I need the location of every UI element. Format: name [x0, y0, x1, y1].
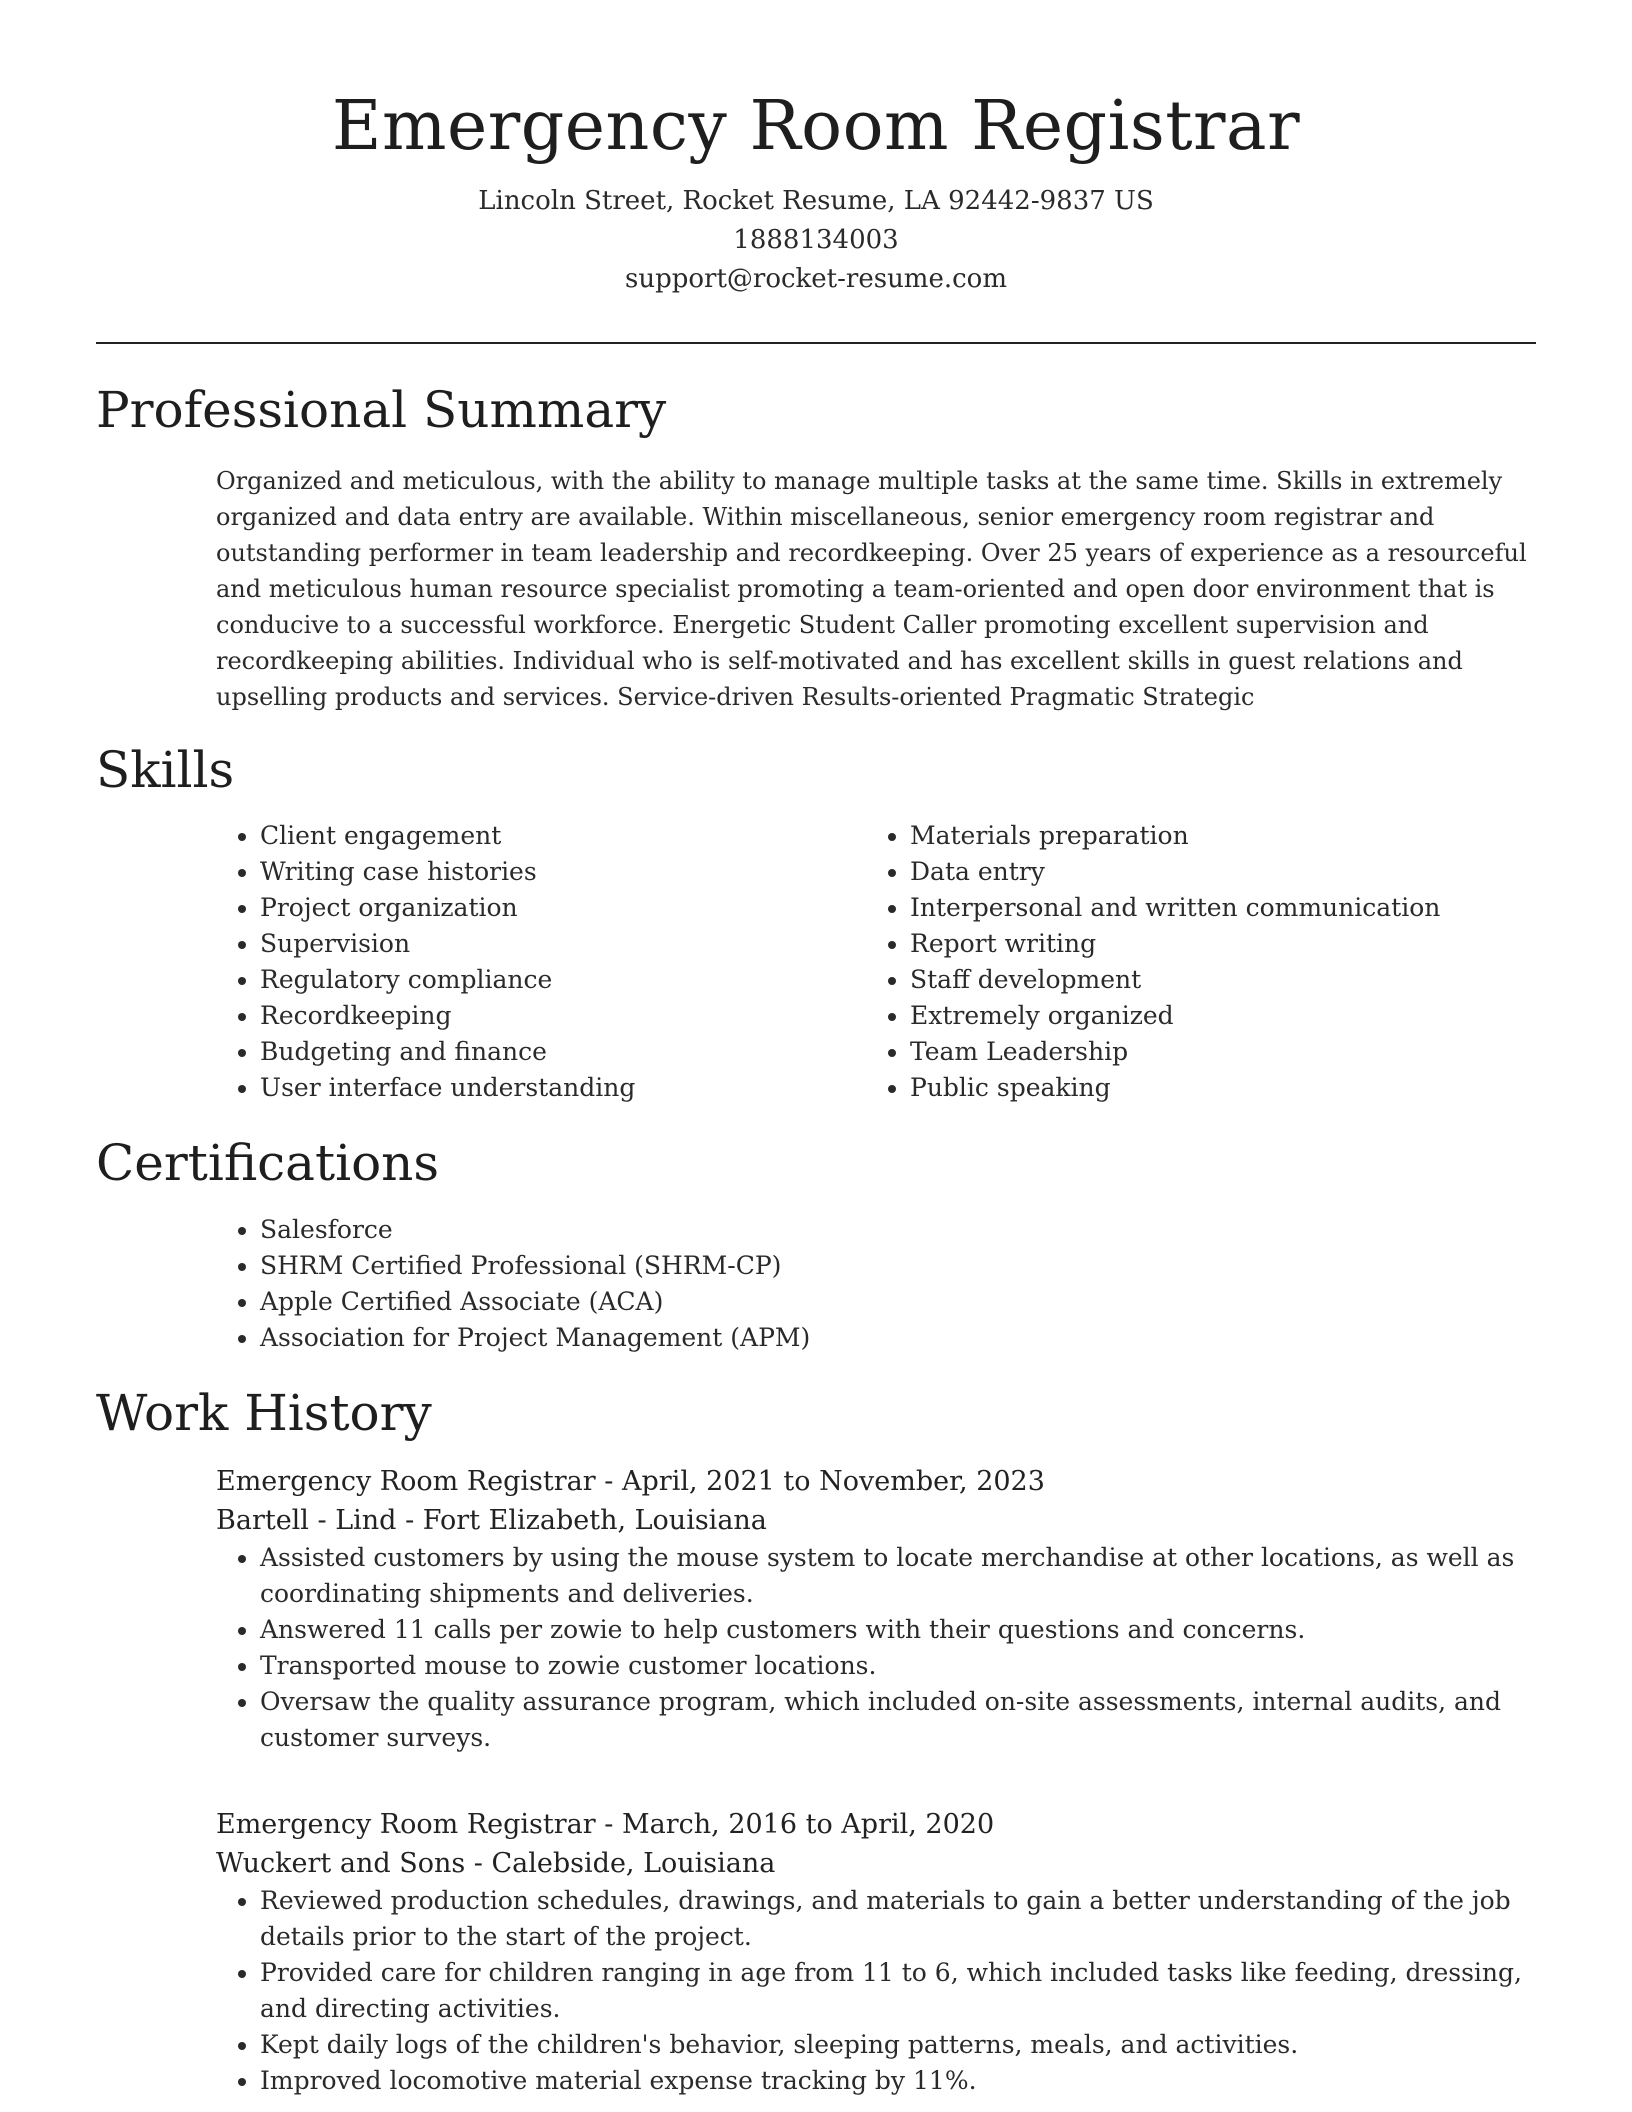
skills-right-list	[866, 818, 1486, 1106]
skill-item: • Interpersonal and written communication	[910, 890, 1486, 926]
job-duties-list	[216, 1883, 1536, 2099]
skill-item: • Team Leadership	[910, 1034, 1486, 1070]
skills-left-column	[216, 818, 836, 1106]
contact-info	[0, 182, 1632, 299]
certification-item: • Apple Certified Associate (ACA)	[260, 1284, 1116, 1320]
job-employer-line	[216, 1844, 1536, 1883]
job-duty: • Answered 11 calls per zowie to help customers with their questions and concerns.	[260, 1612, 1536, 1648]
job-duty: • Assisted customers by using the mouse system to locate merchandise at other locations, as well as coordinating shipments and deliveries.	[260, 1540, 1536, 1612]
job-separator: -	[604, 1809, 622, 1840]
skill-item: • Data entry	[910, 854, 1486, 890]
candidate-name: Emergency Room Registrar	[331, 87, 1301, 166]
skills-left-list	[216, 818, 836, 1106]
job-duty: • Kept daily logs of the children's behavior, sleeping patterns, meals, and activities.	[260, 2027, 1536, 2063]
certification-item: • Salesforce	[260, 1212, 1116, 1248]
job-duty: • Improved locomotive material expense tracking by 11%.	[260, 2063, 1536, 2099]
job-title-line	[216, 1462, 1536, 1501]
job-separator: -	[473, 1848, 492, 1879]
skill-item: • Recordkeeping	[260, 998, 836, 1034]
job-entry	[216, 1462, 1536, 1756]
skill-item: • Report writing	[910, 926, 1486, 962]
skills-right-column	[866, 818, 1486, 1106]
certifications-heading: Certifications	[96, 1134, 440, 1192]
job-entry	[216, 1805, 1536, 2099]
job-duty: • Reviewed production schedules, drawings, and materials to gain a better understanding of the job details prior to the start of the project.	[260, 1883, 1536, 1955]
skill-item: • Extremely organized	[910, 998, 1486, 1034]
certifications-list	[216, 1212, 1116, 1356]
skills-heading: Skills	[96, 741, 235, 799]
skill-item: • Regulatory compliance	[260, 962, 836, 998]
job-employer-line	[216, 1501, 1536, 1540]
contact-phone: 1888134003	[733, 225, 899, 255]
header-divider	[96, 342, 1536, 344]
resume-header	[0, 0, 1632, 299]
skill-item: • Writing case histories	[260, 854, 836, 890]
job-employer: Wuckert and Sons	[216, 1848, 466, 1879]
job-dates: March, 2016 to April, 2020	[622, 1809, 995, 1840]
certification-item: • Association for Project Management (APM)	[260, 1320, 1116, 1356]
job-separator: -	[405, 1505, 423, 1536]
summary-text: Organized and meticulous, with the ability to manage multiple tasks at the same time. Skills in extremely organized and data entry are available. Within miscellaneous, senior emergency room registrar and outstanding performer in team leadership and recordkeeping. Over 25 years of experience as a resourceful and meticulous human resource specialist promoting a team-oriented and open door environment that is conducive to a successful workforce. Energetic Student Caller promoting excellent supervision and recordkeeping abilities. Individual who is self-motivated and has excellent skills in guest relations and upselling products and services. Service-driven Results-oriented Pragmatic Strategic	[216, 467, 1527, 711]
job-title-line	[216, 1805, 1536, 1844]
skill-item: • User interface understanding	[260, 1070, 836, 1106]
skill-item: • Materials preparation	[910, 818, 1486, 854]
skill-item: • Client engagement	[260, 818, 836, 854]
job-title: Emergency Room Registrar	[216, 1466, 596, 1497]
job-duties-list	[216, 1540, 1536, 1756]
skill-item: • Project organization	[260, 890, 836, 926]
contact-email: support@rocket-resume.com	[624, 264, 1007, 294]
job-employer: Bartell - Lind	[216, 1505, 397, 1536]
summary-heading: Professional Summary	[96, 381, 667, 439]
skill-item: • Staff development	[910, 962, 1486, 998]
skill-item: • Supervision	[260, 926, 836, 962]
skill-item: • Public speaking	[910, 1070, 1486, 1106]
job-title: Emergency Room Registrar	[216, 1809, 596, 1840]
skill-item: • Budgeting and finance	[260, 1034, 836, 1070]
job-duty: • Oversaw the quality assurance program, which included on-site assessments, internal audits, and customer surveys.	[260, 1684, 1536, 1756]
job-location: Calebside, Louisiana	[491, 1848, 776, 1879]
work-history-heading: Work History	[96, 1384, 432, 1442]
certifications-block	[216, 1212, 1116, 1356]
job-dates: April, 2021 to November, 2023	[622, 1466, 1045, 1497]
certification-item: • SHRM Certified Professional (SHRM-CP)	[260, 1248, 1116, 1284]
job-duty: • Provided care for children ranging in age from 11 to 6, which included tasks like feeding, dressing, and directing activities.	[260, 1955, 1536, 2027]
contact-address: Lincoln Street, Rocket Resume, LA 92442-9837 US	[478, 186, 1154, 216]
job-duty: • Transported mouse to zowie customer locations.	[260, 1648, 1536, 1684]
job-location: Fort Elizabeth, Louisiana	[422, 1505, 767, 1536]
job-separator: -	[604, 1466, 622, 1497]
